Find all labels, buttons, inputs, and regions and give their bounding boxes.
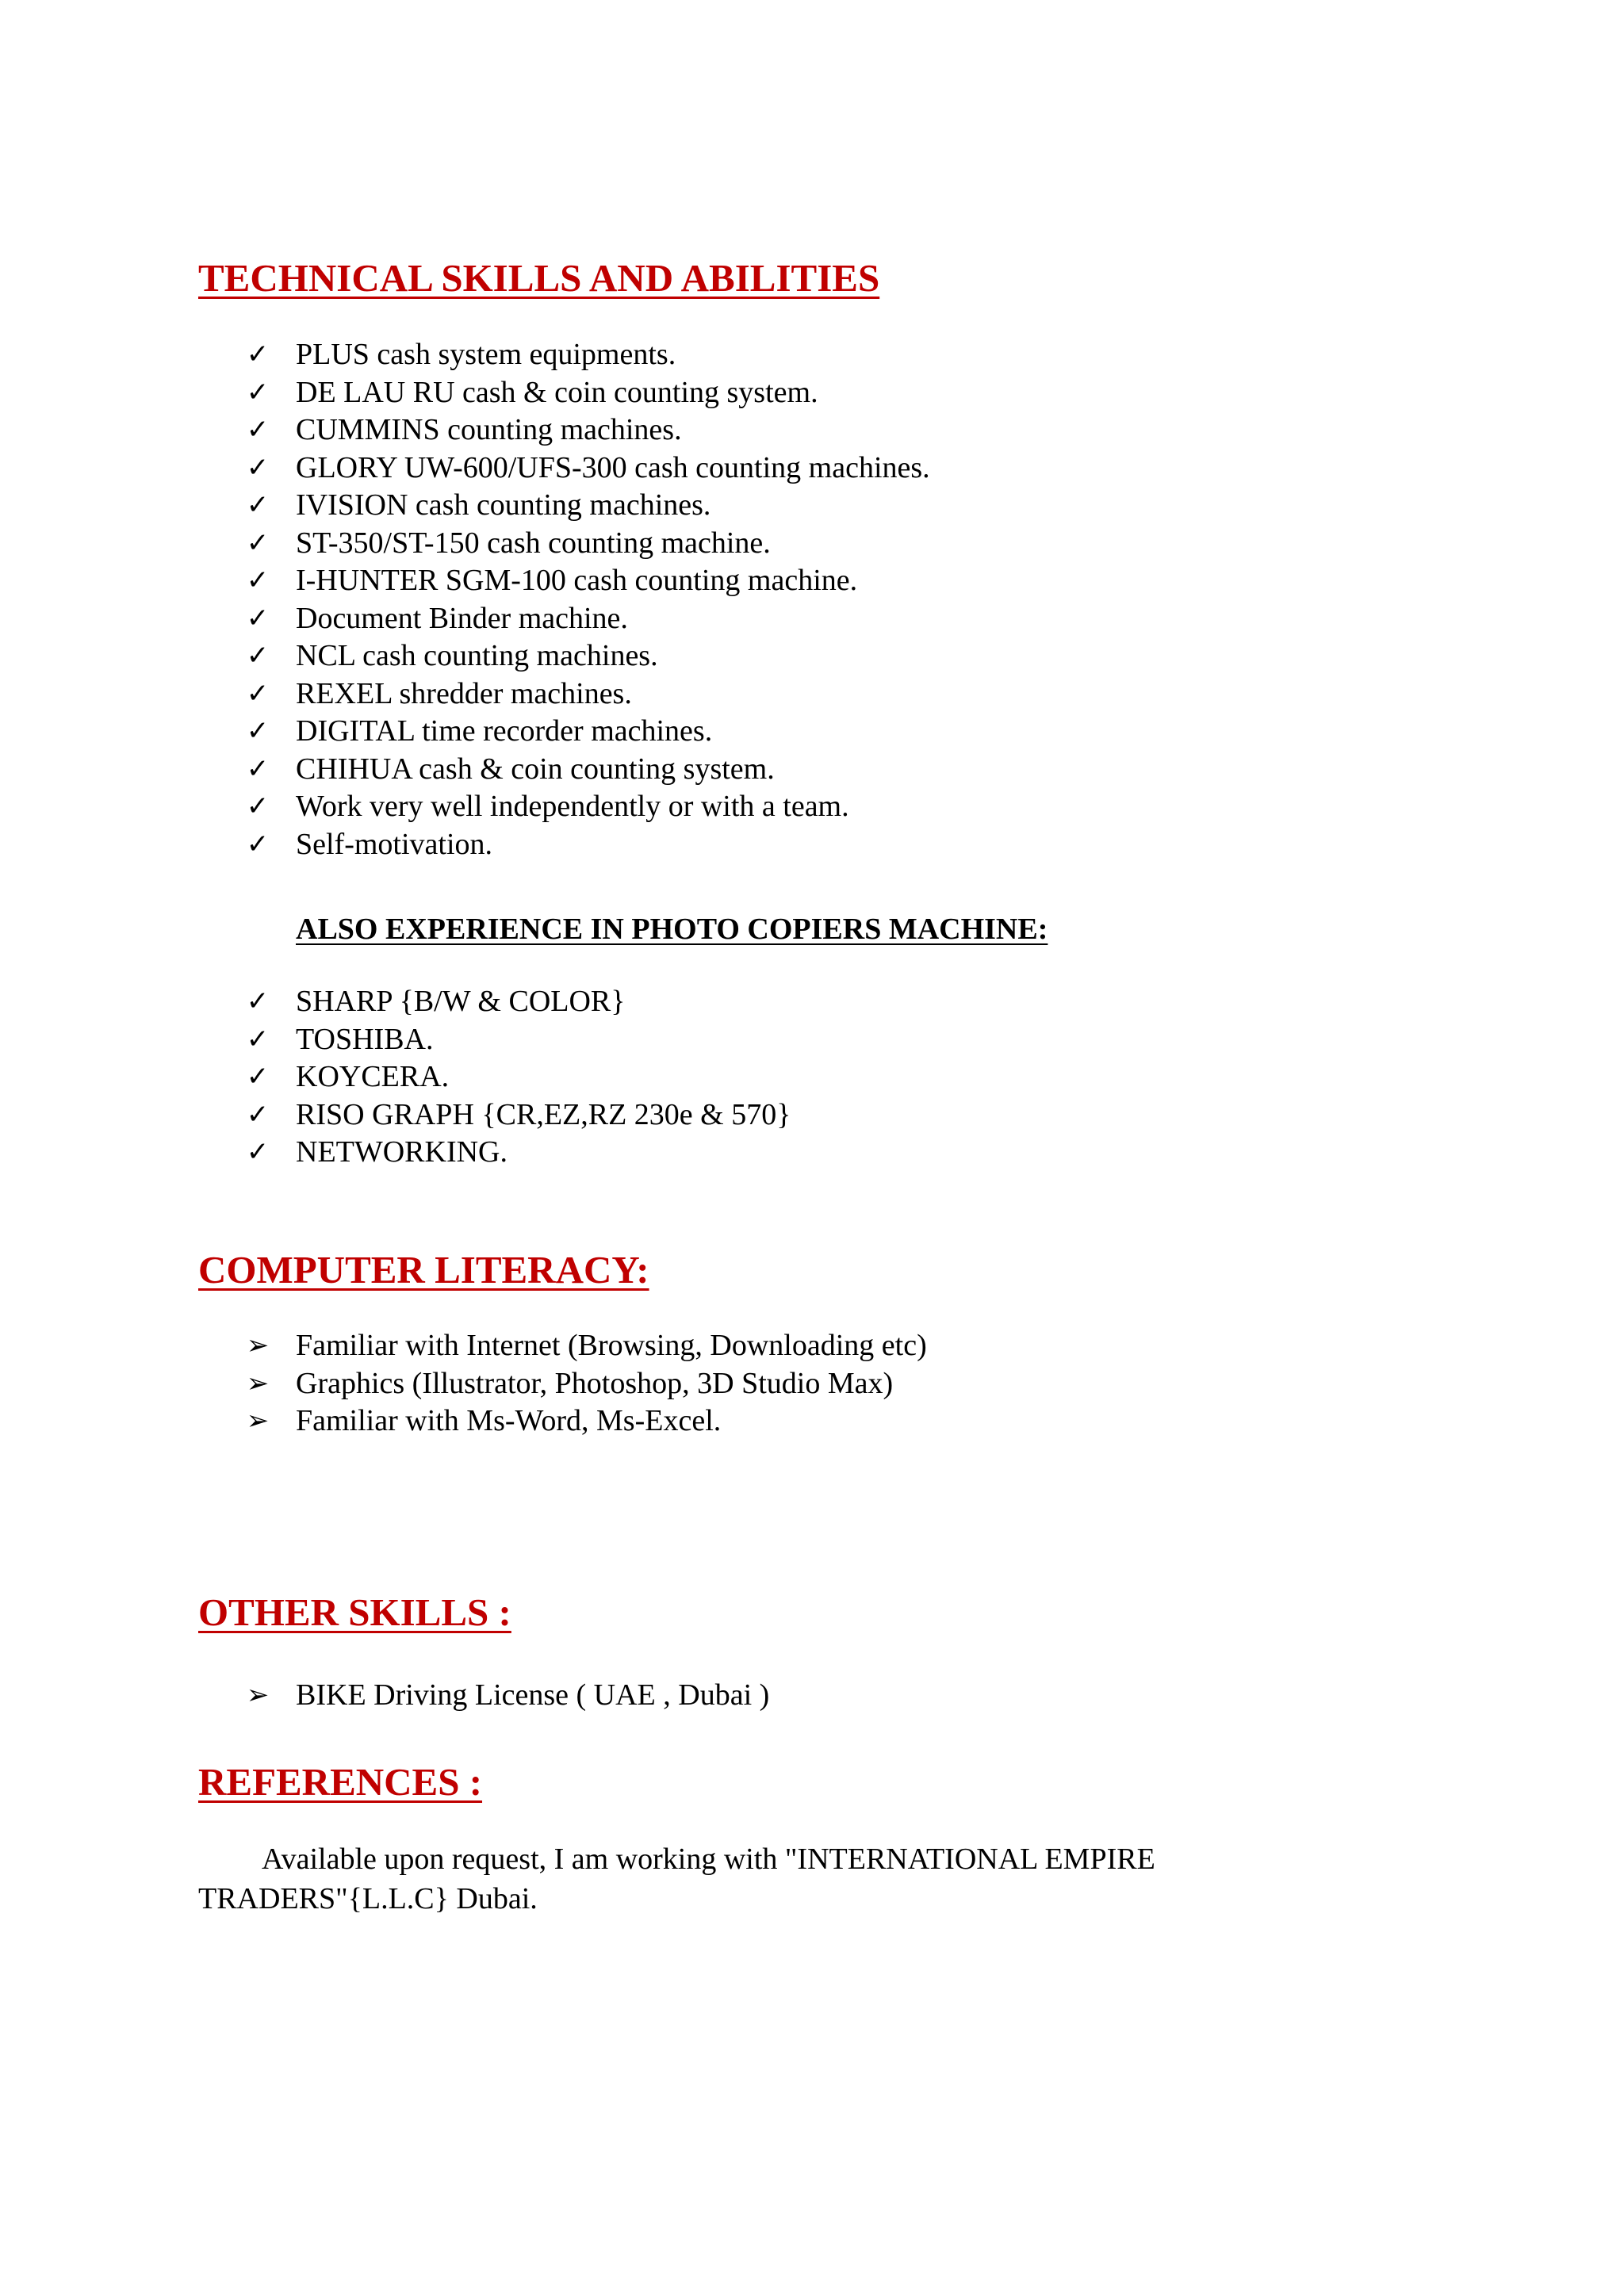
check-icon: ✓ (246, 752, 270, 785)
check-icon: ✓ (246, 564, 270, 596)
other-skills-heading: OTHER SKILLS : (198, 1590, 511, 1634)
references-line-2: TRADERS"{L.L.C} Dubai. (198, 1882, 538, 1915)
check-icon: ✓ (246, 715, 270, 747)
check-icon: ✓ (246, 828, 270, 860)
check-icon: ✓ (246, 414, 270, 446)
arrow-bullet-icon: ➢ (246, 1679, 270, 1711)
computer-literacy-heading: COMPUTER LITERACY: (198, 1248, 649, 1292)
check-icon: ✓ (246, 602, 270, 634)
check-icon: ✓ (246, 526, 270, 559)
technical-skills-heading: TECHNICAL SKILLS AND ABILITIES (198, 256, 880, 300)
check-icon: ✓ (246, 677, 270, 710)
check-icon: ✓ (246, 339, 270, 370)
references-line-1: Available upon request, I am working with "INTERNATIONAL EMPIRE (262, 1843, 1155, 1876)
references-heading: REFERENCES : (198, 1760, 483, 1804)
check-icon: ✓ (246, 640, 270, 672)
references-paragraph (198, 1839, 1245, 1919)
check-icon: ✓ (246, 451, 270, 484)
arrow-bullet-icon: ➢ (246, 1330, 270, 1361)
check-icon: ✓ (246, 1098, 270, 1131)
check-icon: ✓ (246, 1023, 270, 1055)
check-icon: ✓ (246, 376, 270, 408)
copiers-subheading: ALSO EXPERIENCE IN PHOTO COPIERS MACHINE: (296, 913, 1048, 946)
check-icon: ✓ (246, 1061, 270, 1093)
arrow-bullet-icon: ➢ (246, 1405, 270, 1437)
arrow-bullet-icon: ➢ (246, 1367, 270, 1399)
check-icon: ✓ (246, 1136, 270, 1168)
check-icon: ✓ (246, 985, 270, 1017)
check-icon: ✓ (246, 790, 270, 822)
check-icon: ✓ (246, 489, 270, 521)
